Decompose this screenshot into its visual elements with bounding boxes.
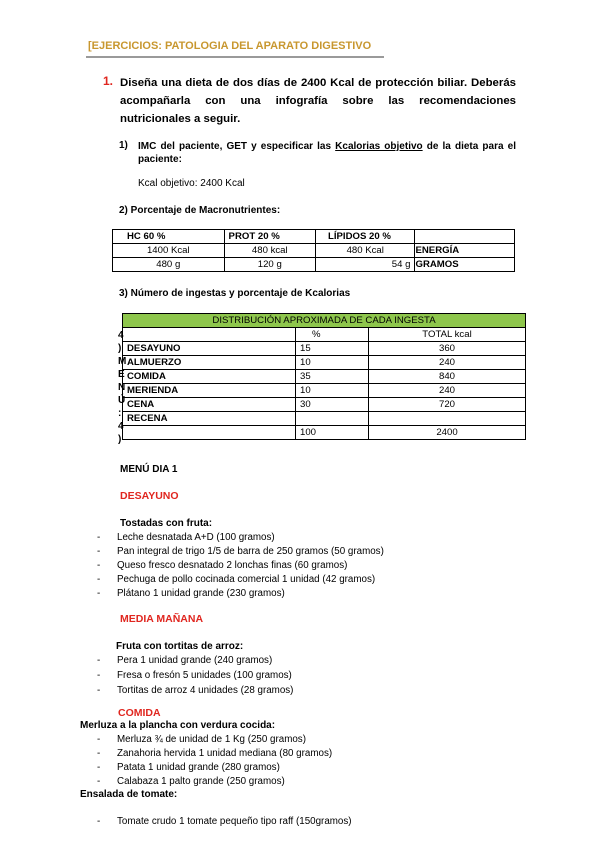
item1-underlined: Kcalorias objetivo — [335, 141, 423, 152]
macro-energy-hc: 1400 Kcal — [113, 244, 225, 258]
comida-list-2 — [97, 816, 517, 830]
macro-grams-lipidos: 54 g — [316, 258, 415, 272]
intake-name: RECENA — [123, 412, 296, 426]
vertical-letter: ) — [118, 343, 122, 354]
list-item-text: Pechuga de pollo cocinada comercial 1 unidad (42 gramos) — [117, 574, 376, 585]
intake-name: DESAYUNO — [123, 342, 296, 356]
table-row — [123, 384, 526, 398]
media-manana-subtitle: Fruta con tortitas de arroz: — [116, 641, 244, 652]
table-row — [123, 426, 526, 440]
intake-total-kcal: 2400 — [369, 426, 526, 440]
table-row — [123, 356, 526, 370]
list-item: - Plátano 1 unidad grande (230 gramos) — [97, 588, 285, 599]
vertical-letter: : — [118, 408, 122, 419]
question-text: Diseña una dieta de dos días de 2400 Kcal de protección biliar. Deberás acompañarla con una infografía sobre las recomendaciones nutricionales a seguir. — [120, 77, 516, 125]
item3-title: 3) Número de ingestas y porcentaje de Kcalorias — [119, 288, 351, 299]
intake-total-label — [123, 426, 296, 440]
macro-grams-prot: 120 g — [224, 258, 315, 272]
intake-kcal: 240 — [369, 384, 526, 398]
header-rule — [86, 56, 384, 58]
macro-grams-label: GRAMOS — [415, 258, 515, 272]
intake-name: ALMUERZO — [123, 356, 296, 370]
list-item-text: Patata 1 unidad grande (280 gramos) — [117, 762, 280, 773]
intake-header-pct: % — [296, 328, 369, 342]
list-item-text: Zanahoria hervida 1 unidad mediana (80 gramos) — [117, 748, 333, 759]
macronutrient-table — [112, 229, 515, 272]
macro-energy-lipidos: 480 Kcal — [316, 244, 415, 258]
kcal-objetivo: Kcal objetivo: 2400 Kcal — [138, 178, 245, 189]
list-item: - Tortitas de arroz 4 unidades (28 gramos) — [97, 685, 294, 696]
intake-kcal: 840 — [369, 370, 526, 384]
intake-table-title: DISTRIBUCIÓN APROXIMADA DE CADA INGESTA — [123, 314, 526, 328]
list-item-text: Merluza ¾ de unidad de 1 Kg (250 gramos) — [117, 734, 306, 745]
document-header: [EJERCICIOS: PATOLOGIA DEL APARATO DIGESTIVO — [88, 40, 372, 52]
vertical-letter: M — [118, 356, 127, 367]
menu-title: MENÚ DIA 1 — [120, 464, 178, 475]
list-item: - Leche desnatada A+D (100 gramos) — [97, 532, 275, 543]
list-item-text: Queso fresco desnatado 2 lonchas finas (60 gramos) — [117, 560, 348, 571]
list-item: - Pan integral de trigo 1/5 de barra de 250 gramos (50 gramos) — [97, 546, 384, 557]
list-item: - Pechuga de pollo cocinada comercial 1 unidad (42 gramos) — [97, 574, 376, 585]
intake-pct: 10 — [296, 384, 369, 398]
list-item: - Calabaza 1 palto grande (250 gramos) — [97, 776, 285, 787]
section-comida: COMIDA — [118, 707, 161, 719]
table-row — [123, 412, 526, 426]
list-item-text: Plátano 1 unidad grande (230 gramos) — [117, 588, 285, 599]
list-item-text: Calabaza 1 palto grande (250 gramos) — [117, 776, 285, 787]
intake-pct: 15 — [296, 342, 369, 356]
table-row — [123, 398, 526, 412]
intake-pct — [296, 412, 369, 426]
vertical-letter: E — [118, 369, 125, 380]
list-item-text: Pan integral de trigo 1/5 de barra de 250 gramos (50 gramos) — [117, 546, 384, 557]
intake-kcal — [369, 412, 526, 426]
intake-pct: 10 — [296, 356, 369, 370]
intake-kcal: 240 — [369, 356, 526, 370]
comida-subtitle: Merluza a la plancha con verdura cocida: — [80, 720, 276, 731]
list-item: - Queso fresco desnatado 2 lonchas finas (60 gramos) — [97, 560, 348, 571]
macro-header-lipidos: LÍPIDOS 20 % — [316, 230, 415, 244]
macro-energy-prot: 480 kcal — [224, 244, 315, 258]
intake-header-total: TOTAL kcal — [369, 328, 526, 342]
list-item-text: Leche desnatada A+D (100 gramos) — [117, 532, 275, 543]
list-item-text: Tomate crudo 1 tomate pequeño tipo raff (150gramos) — [117, 816, 352, 827]
vertical-letter: Ú — [118, 395, 126, 406]
item1-text-before: IMC del paciente, GET y especificar las — [138, 141, 336, 152]
intake-pct: 30 — [296, 398, 369, 412]
intake-kcal: 360 — [369, 342, 526, 356]
macro-energy-label: ENERGÍA — [415, 244, 515, 258]
list-item: - Pera 1 unidad grande (240 gramos) — [97, 655, 273, 666]
vertical-letter: N — [118, 382, 126, 393]
item1-number: 1) — [119, 140, 128, 151]
section-media-manana: MEDIA MAÑANA — [120, 613, 204, 625]
intake-name: MERIENDA — [123, 384, 296, 398]
list-item-text: Tortitas de arroz 4 unidades (28 gramos) — [117, 685, 294, 696]
vertical-letter: 4 — [118, 421, 124, 432]
desayuno-subtitle: Tostadas con fruta: — [120, 518, 213, 529]
macro-header-prot: PROT 20 % — [224, 230, 315, 244]
intake-kcal: 720 — [369, 398, 526, 412]
intake-name: CENA — [123, 398, 296, 412]
list-item: - Fresa o fresón 5 unidades (100 gramos) — [97, 670, 292, 681]
intake-pct: 35 — [296, 370, 369, 384]
media-manana-list — [97, 655, 517, 700]
question-number: 1. — [103, 74, 114, 88]
comida-subtitle-2: Ensalada de tomate: — [80, 789, 178, 800]
list-item-text: Pera 1 unidad grande (240 gramos) — [117, 655, 273, 666]
vertical-letter: 4 — [118, 330, 124, 341]
intake-distribution-table — [122, 313, 526, 440]
intake-total-pct: 100 — [296, 426, 369, 440]
macro-header-hc: HC 60 % — [113, 230, 225, 244]
list-item: - Zanahoria hervida 1 unidad mediana (80 gramos) — [97, 748, 333, 759]
list-item-text: Fresa o fresón 5 unidades (100 gramos) — [117, 670, 292, 681]
desayuno-list — [97, 532, 517, 602]
table-row — [123, 370, 526, 384]
intake-header-name — [123, 328, 296, 342]
item2-title: 2) Porcentaje de Macronutrientes: — [119, 205, 281, 216]
vertical-letter: ) — [118, 434, 122, 445]
list-item: - Tomate crudo 1 tomate pequeño tipo raff (150gramos) — [97, 816, 352, 827]
item1-text-after: de la dieta para el paciente: — [138, 141, 516, 165]
macro-header-empty — [415, 230, 515, 244]
list-item: - Merluza ¾ de unidad de 1 Kg (250 gramos) — [97, 734, 306, 745]
table-row — [123, 342, 526, 356]
comida-list — [97, 734, 517, 790]
intake-name: COMIDA — [123, 370, 296, 384]
item1-text — [138, 140, 516, 166]
section-desayuno: DESAYUNO — [120, 490, 179, 502]
macro-grams-hc: 480 g — [113, 258, 225, 272]
list-item: - Patata 1 unidad grande (280 gramos) — [97, 762, 280, 773]
